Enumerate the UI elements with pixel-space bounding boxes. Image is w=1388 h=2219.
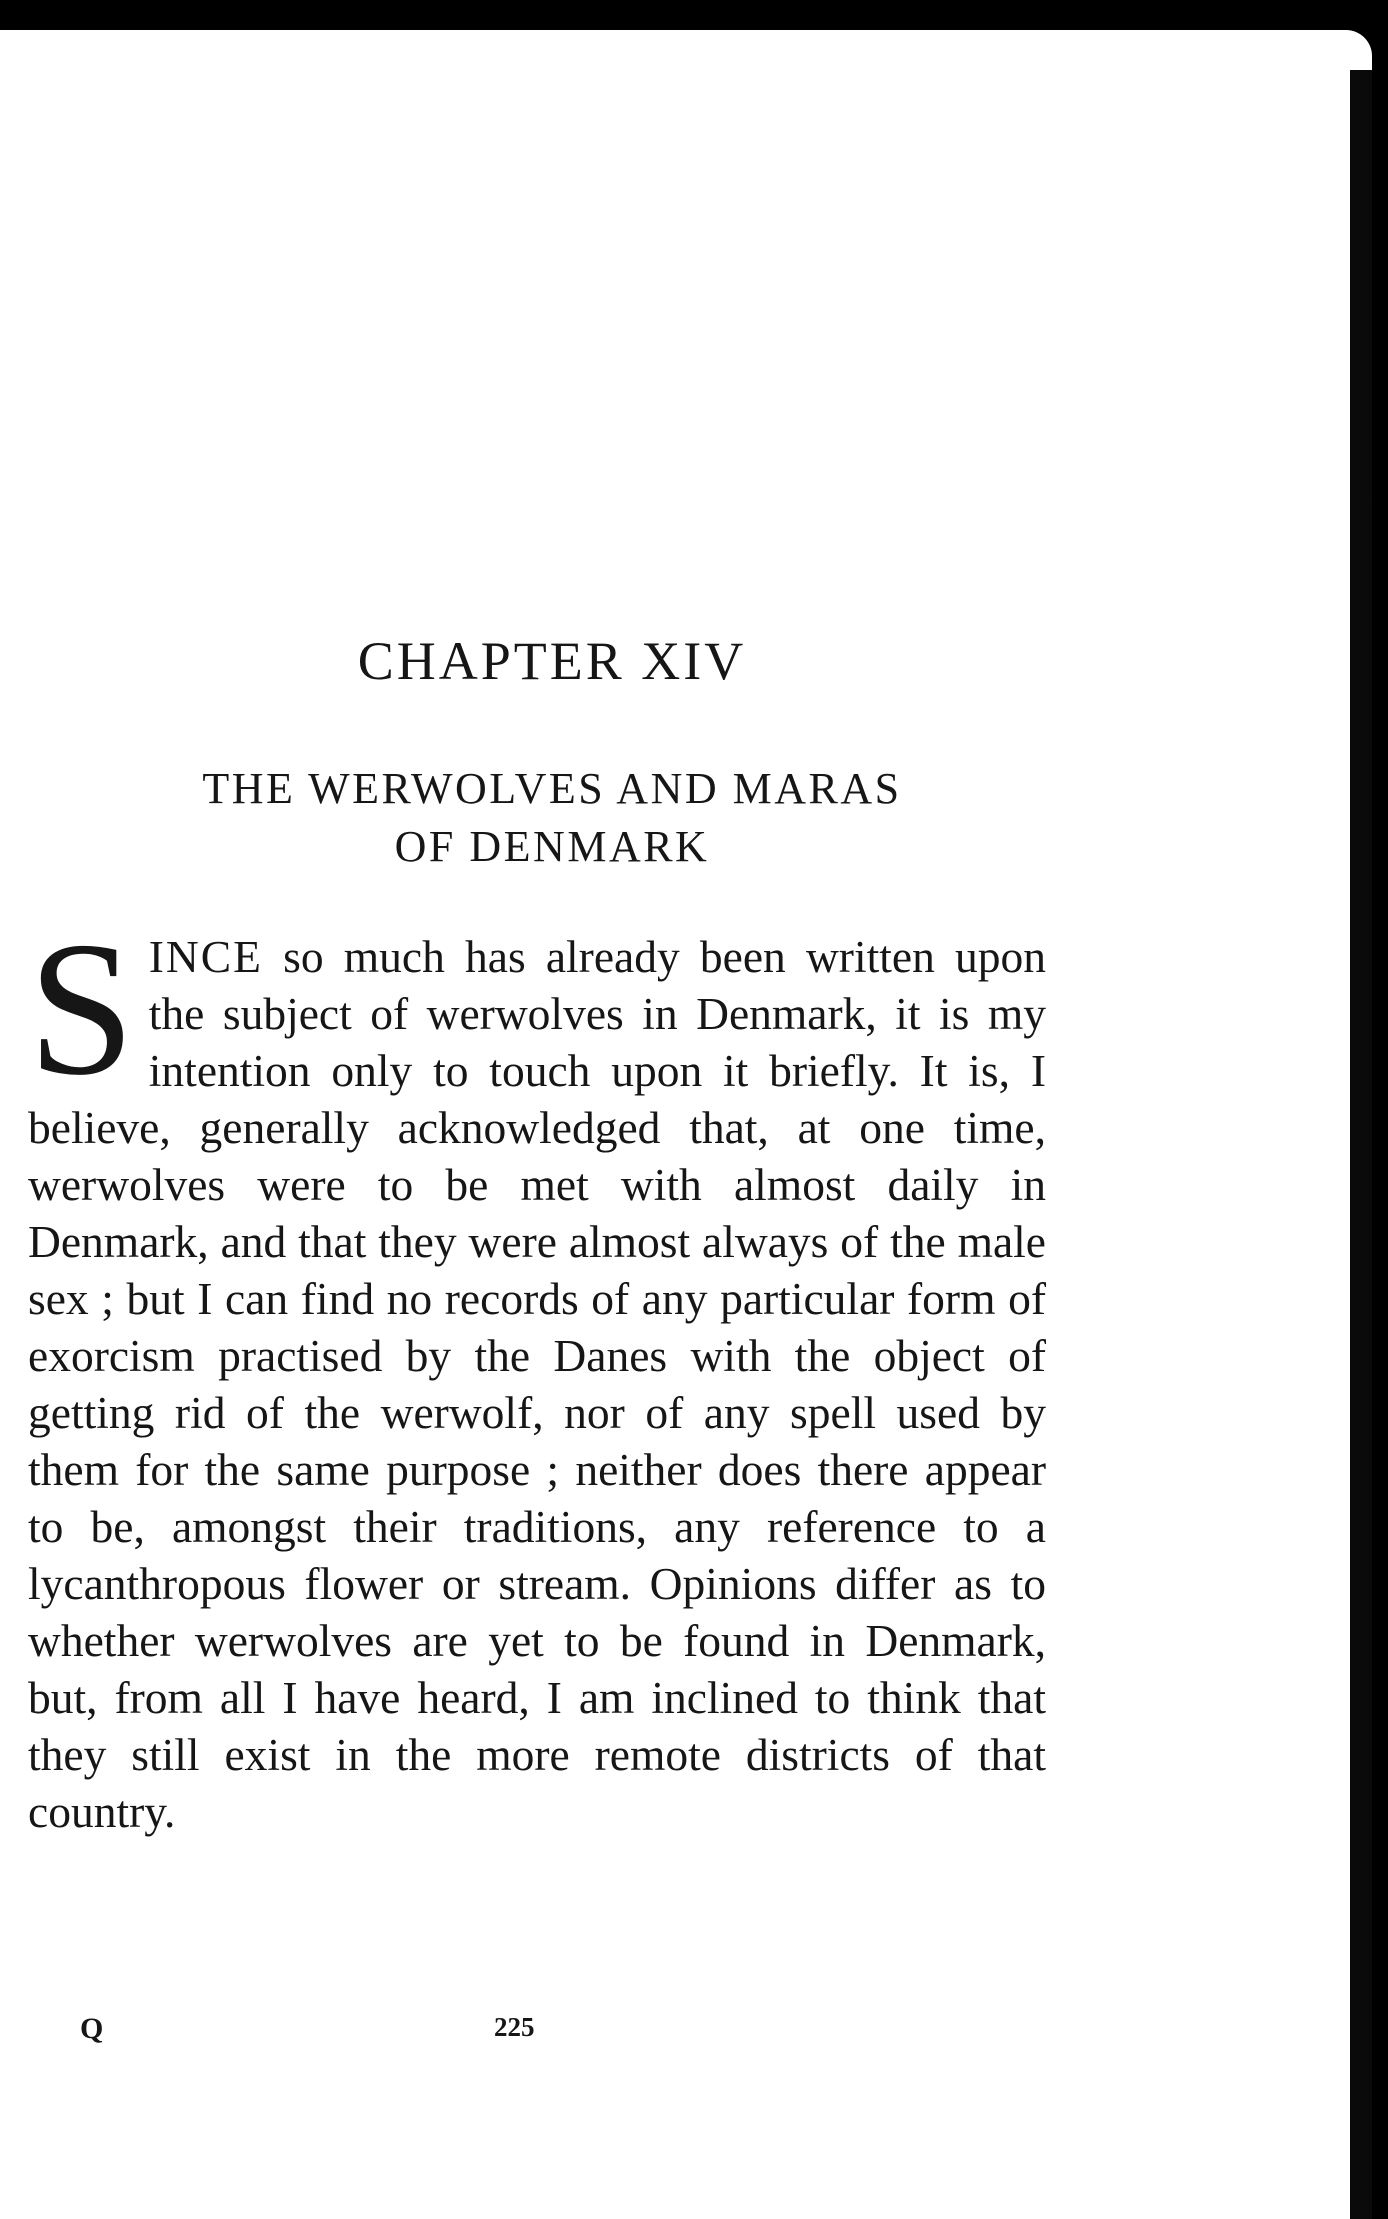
chapter-title: CHAPTER XIV <box>357 631 747 691</box>
chapter-subtitle-line1: THE WERWOLVES AND MARAS <box>202 764 902 813</box>
page-number: 225 <box>494 2012 535 2042</box>
chapter-subtitle <box>0 760 1104 876</box>
drop-cap: S <box>28 902 135 1115</box>
book-page <box>0 30 1372 2219</box>
body-paragraph <box>28 902 1046 1840</box>
signature-mark: Q <box>80 2012 104 2045</box>
chapter-subtitle-line2: OF DENMARK <box>394 822 710 871</box>
body-text: so much has already been written upon the subject of werwolves in Denmark, it is my intention only to touch upon it briefly. It is, I believe, generally acknowledged that, at one time, werwolves were to be met with almost daily in Denmark, and that they were almost always of the male sex ; but I can find no records of any particular form of exorcism practised by the Danes with the object of getting rid of the werwolf, nor of any spell used by them for the same purpose ; neither does there appear to be, amongst their traditions, any reference to a lycanthropous flower or stream. Opinions differ as to whether werwolves are yet to be found in Denmark, but, from all I have heard, I am inclined to think that they still exist in the more remote districts of that country. <box>28 931 1046 1837</box>
first-word: INCE <box>148 931 263 982</box>
page-edge-shadow <box>1350 70 1372 2219</box>
